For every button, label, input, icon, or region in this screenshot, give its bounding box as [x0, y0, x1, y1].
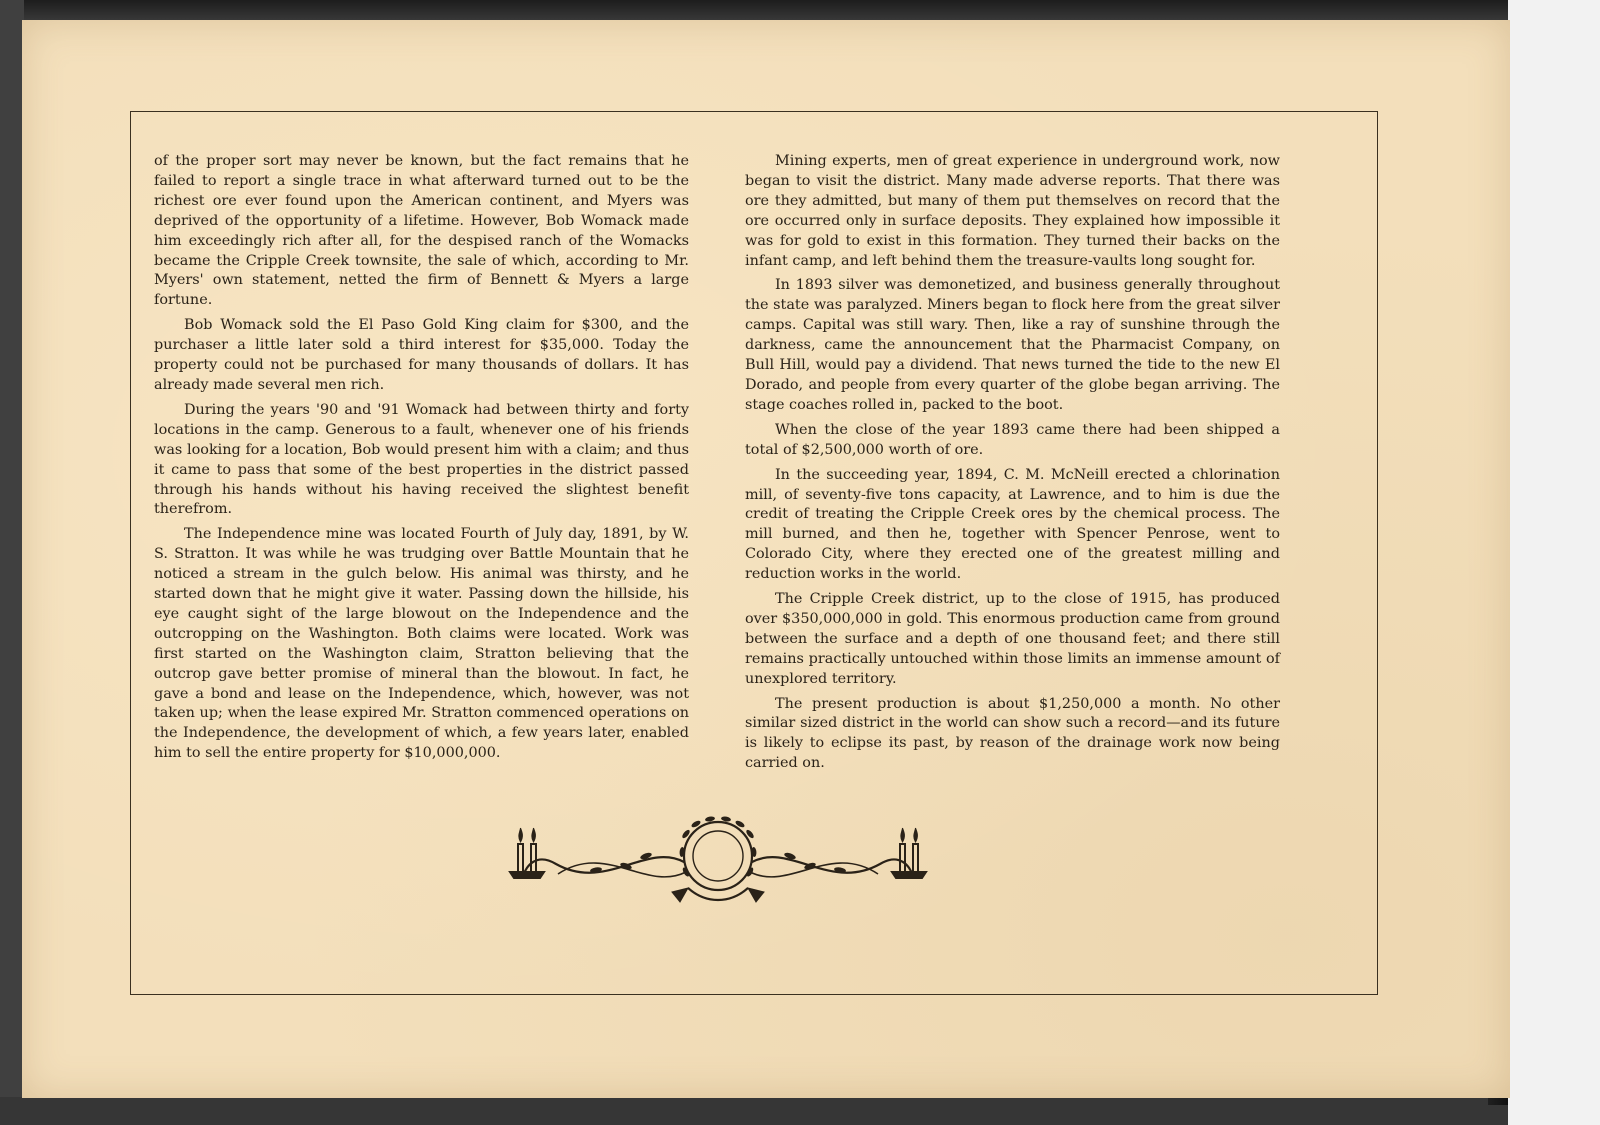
paragraph: The Independence mine was located Fourth of July day, 1891, by W. S. Stratton. It was while he was trudging over Battle Mountain that he noticed a stream in the gulch below. His animal was thirsty, and he started down that he might give it water. Passing down the hillside, his eye caught sight of the large blowout on the Independence and the outcropping on the Washington. Both claims were located. Work was first started on the Washington claim, Stratton believing that the outcrop gave better promise of mineral than the blowout. In fact, he gave a bond and lease on the Independence, which, however, was not taken up; when the lease expired Mr. Stratton commenced operations on the Independence, the development of which, a few years later, enabled him to sell the entire property for $10,000,000.	[154, 526, 689, 762]
paragraph: of the proper sort may never be known, but the fact remains that he failed to report a single trace in what afterward turned out to be the richest ore ever found upon the American continent, and Myers was deprived of the opportunity of a lifetime. However, Bob Womack made him exceedingly rich after all, for the despised ranch of the Womacks became the Cripple Creek townsite, the sale of which, according to Mr. Myers' own statement, netted the firm of Bennett & Myers a large fortune.	[154, 153, 689, 309]
paragraph: During the years '90 and '91 Womack had between thirty and forty locations in the camp. Generous to a fault, whenever one of his friends was looking for a location, Bob would present him with a claim; and thus it came to pass that some of the best properties in the district passed through his hands without his having received the slightest benefit therefrom.	[154, 401, 689, 518]
paragraph: In the succeeding year, 1894, C. M. McNeill erected a chlorination mill, of seventy-five tons capacity, at Lawrence, and to him is due the credit of treating the Cripple Creek ores by the chemical process. The mill burned, and then he, together with Spencer Penrose, went to Colorado City, where they erected one of the greatest milling and reduction works in the world.	[745, 466, 1280, 583]
left-text-column	[154, 152, 689, 769]
paragraph: The present production is about $1,250,000 a month. No other similar sized district in the world can show such a record—and its future is likely to eclipse its past, by reason of the drainage work now being carried on.	[745, 695, 1280, 772]
candle-left	[510, 828, 544, 878]
scan-edge-right	[1508, 0, 1600, 1125]
paragraph: The Cripple Creek district, up to the close of 1915, has produced over $350,000,000 in gold. This enormous production came from ground between the surface and a depth of one thousand feet; and there still remains practically untouched within those limits an immense amount of unexplored territory.	[745, 591, 1280, 687]
scan-edge-top	[0, 0, 1600, 22]
paragraph: Bob Womack sold the El Paso Gold King claim for $300, and the purchaser a little later sold a third interest for $35,000. Today the property could not be purchased for many thousands of dollars. It has already made several men rich.	[154, 317, 689, 393]
paragraph: In 1893 silver was demonetized, and business generally throughout the state was paralyzed. Miners began to flock here from the great silver camps. Capital was still wary. Then, like a ray of sunshine through the darkness, came the announcement that the Pharmacist Company, on Bull Hill, would pay a dividend. That news turned the tide to the new El Dorado, and people from every quarter of the globe began arriving. The stage coaches rolled in, packed to the boot.	[745, 277, 1280, 413]
candle-right	[892, 828, 926, 878]
wreath-ring	[684, 822, 752, 890]
paragraph: When the close of the year 1893 came there had been shipped a total of $2,500,000 worth of ore.	[745, 421, 1280, 458]
scan-edge-bottom	[0, 1097, 1600, 1125]
paragraph: Mining experts, men of great experience in underground work, now began to visit the district. Many made adverse reports. That there was ore they admitted, but many of them put themselves on record that the ore occurred only in surface deposits. They explained how impossible it was for gold to exist in this formation. They turned their backs on the infant camp, and left behind them the treasure-vaults long sought for.	[745, 153, 1280, 269]
right-text-column	[745, 152, 1280, 779]
wreath-inner-ring	[693, 831, 743, 881]
wreath-candle-ornament	[496, 812, 940, 912]
scroll-right	[752, 857, 912, 874]
scan-edge-left	[0, 0, 24, 1125]
wreath-leaves	[590, 816, 847, 878]
scroll-left	[524, 857, 684, 874]
